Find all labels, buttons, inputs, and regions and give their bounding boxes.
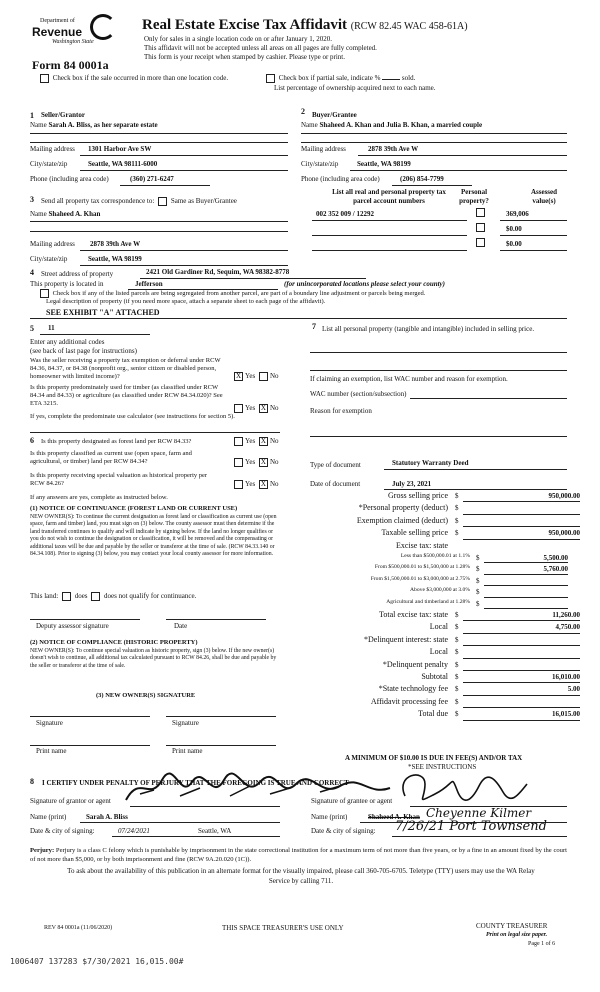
tax-row-dollar: $ [476, 565, 480, 574]
section5-number: 5 [30, 324, 34, 333]
personal-checkbox-2[interactable] [476, 223, 485, 232]
s6-question-4: If any answers are yes, complete as instructed below. [30, 494, 168, 501]
seller-heading: Seller/Grantor [41, 111, 85, 119]
tax-row-label: Total due [418, 709, 448, 719]
additional-codes[interactable]: 11 [48, 324, 55, 332]
reason-label: Reason for exemption [310, 407, 372, 415]
s5-q1-yes-checkbox[interactable]: X [235, 372, 242, 380]
seller-city[interactable]: Seattle, WA 98111-6000 [88, 160, 158, 168]
legal-exhibit[interactable]: SEE EXHIBIT "A" ATTACHED [46, 308, 160, 317]
tax-row-label: Local [429, 622, 448, 632]
buyer-name-row: Name Shaheed A. Khan and Julia B. Khan, a married couple [301, 121, 483, 129]
notice2-text: NEW OWNER(S): To continue special valuation as historic property, sign (3) below. If the new owner(s) doesn't wish to continue, all additional tax calculated pursuant to RCW 84.26, shall be due and payable by the seller or transferor at the time of sale. [30, 648, 277, 669]
perjury-statement: Perjury: Perjury is a class C felony which is punishable by imprisonment in the state correctional institution for a maximum term of not more than five years, or by a fine in an amount fixed by the court of not more than $5,000, or by both imprisonment and fine (RCW 9A.20.020 (1C)). [30, 847, 567, 863]
same-as-buyer-checkbox[interactable] [158, 197, 167, 206]
tax-row-dollar: $ [455, 635, 459, 644]
tax-row-underline [484, 574, 568, 575]
personal-checkbox-3[interactable] [476, 238, 485, 247]
street-label: Street address of property [41, 270, 114, 278]
buyer-heading: Buyer/Grantee [312, 111, 357, 119]
tax-row-dollar: $ [455, 660, 459, 669]
tax-row-label: *Delinquent interest: state [364, 634, 448, 644]
dor-logo-icon [90, 14, 116, 40]
notice1-title: (1) NOTICE OF CONTINUANCE (FOREST LAND OR CURRENT USE) [30, 505, 238, 512]
treasurer-use-label: THIS SPACE TREASURER'S USE ONLY [222, 924, 344, 932]
s5-question-2: Is this property predominately used for timber (as classified under RCW 84.34 and 84.33) or agriculture (as classified under RCW 84.34.020)? See ETA 3215. [30, 384, 223, 407]
does-checkbox[interactable] [62, 592, 71, 601]
personal-checkbox-1[interactable] [476, 208, 485, 217]
correspondence-section-number: 3 [30, 195, 34, 204]
tax-row-label: Less than $500,000.01 at 1.1% [400, 553, 470, 559]
tax-row-value[interactable]: 16,010.00 [552, 673, 580, 681]
personal-col-header: Personal property? [459, 188, 489, 205]
tax-row-underline [463, 633, 580, 634]
tax-row-dollar: $ [476, 588, 480, 597]
grantee-printed-name[interactable]: Shaheed A. Khan [368, 813, 420, 821]
tax-row-underline [463, 695, 580, 696]
partial-sale-checkbox-row: Check box if partial sale, indicate % sold. [264, 74, 415, 83]
tax-row-underline [463, 720, 580, 721]
buyer-section-number: 2 [301, 107, 305, 116]
section8-number: 8 [30, 777, 34, 786]
tax-row-value[interactable]: 5,760.00 [543, 565, 568, 574]
new-owner-signature-heading: (3) NEW OWNER(S) SIGNATURE [96, 692, 196, 699]
notice2-title: (2) NOTICE OF COMPLIANCE (HISTORIC PROPERTY) [30, 639, 198, 646]
grantee-date-label: Date & city of signing: [311, 827, 376, 835]
alt-format-note: To ask about the availability of this publication in an alternate format for the visually impaired, please call 360-705-6705. Teletype (TTY) users may use the WA Relay Service by calling 711. [67, 867, 535, 885]
grantor-signing-city[interactable]: Seattle, WA [198, 827, 232, 835]
buyer-city-label: City/state/zip [301, 160, 339, 168]
s5-question-3: If yes, complete the predominate use calculator (see instructions for section 5). [30, 413, 235, 420]
s6-question-3: Is this property receiving special valuation as historical property per RCW 84.26? [30, 472, 208, 487]
located-note: (for unincorporated locations please select your county) [284, 280, 445, 288]
s6-q2-yes-checkbox[interactable] [234, 458, 243, 467]
seller-mail[interactable]: 1301 Harbor Ave SW [88, 145, 152, 153]
form-number: Form 84 0001a [32, 58, 109, 72]
partial-sale-checkbox[interactable] [266, 74, 275, 83]
tax-row-underline [484, 597, 568, 598]
form-title: Real Estate Excise Tax Affidavit (RCW 82.45 WAC 458-61A) [142, 17, 468, 33]
buyer-mail-label: Mailing address [301, 145, 346, 153]
doc-date-label: Date of document [310, 480, 361, 488]
tax-row-dollar: $ [476, 599, 480, 608]
tax-row-underline [463, 707, 580, 708]
page-number: Page 1 of 6 [528, 941, 556, 947]
does-not-checkbox[interactable] [91, 592, 100, 601]
s6-question-1: Is this property designated as forest land per RCW 84.33? [41, 438, 192, 445]
grantor-date-label: Date & city of signing: [30, 827, 95, 835]
logo-state-text: Washington State [52, 39, 94, 45]
county-treasurer-label: COUNTY TREASURER [476, 922, 548, 930]
tax-row-dollar: $ [455, 673, 459, 681]
s5-q1-no-checkbox[interactable] [259, 372, 268, 381]
property-section-number: 4 [30, 268, 34, 277]
tax-row-dollar: $ [476, 554, 480, 562]
tax-row-label: Total excise tax: state [379, 610, 448, 619]
tax-row-label: Local [429, 647, 448, 657]
s6-q3-yes-checkbox[interactable] [234, 480, 243, 489]
tax-row-value[interactable]: 5.00 [567, 685, 580, 694]
doc-type[interactable]: Statutory Warranty Deed [392, 459, 469, 467]
correspondence-name[interactable]: Shaheed A. Khan [48, 210, 101, 218]
tax-row-dollar: $ [455, 623, 459, 632]
tax-row-dollar: $ [455, 648, 459, 657]
s6-question-2: Is this property classified as current use (open space, farm and agricultural, or timber) land per RCW 84.34? [30, 450, 192, 465]
tax-row-underline [463, 682, 580, 683]
s6-q2-answer: Yes X No [232, 458, 279, 467]
wac-intro: If claiming an exemption, list WAC number and reason for exemption. [310, 375, 508, 383]
grantee-signing-date-city[interactable]: 7/26/21 Port Townsend [395, 819, 547, 834]
tax-row-value[interactable]: 4,750.00 [555, 623, 580, 632]
tax-row-underline [463, 620, 580, 621]
correspondence-row: Send all property tax correspondence to: Same as Buyer/Grantee [41, 197, 237, 206]
logo-top-text: Department of [40, 18, 75, 24]
ownership-note: List percentage of ownership acquired next to each name. [274, 84, 436, 92]
s6-q1-no-checkbox[interactable]: X [260, 437, 266, 445]
partial-pct-field[interactable] [382, 79, 400, 80]
minimum-due-note: A MINIMUM OF $10.00 IS DUE IN FEE(S) AND/OR TAX [345, 754, 523, 762]
seller-mail-label: Mailing address [30, 145, 75, 153]
see-instructions-note: *SEE INSTRUCTIONS [408, 763, 477, 771]
tax-row-dollar: $ [455, 492, 459, 500]
s5-q1-answer: X Yes No [235, 372, 279, 381]
buyer-phone-label: Phone (including area code) [301, 175, 380, 183]
codes-note: (see back of last page for instructions) [30, 347, 137, 355]
s6-q3-no-checkbox[interactable]: X [260, 480, 266, 488]
seller-city-label: City/state/zip [30, 160, 68, 168]
s5-question-1: Was the seller receiving a property tax exemption or deferral under RCW 84.36, 84.37, or 84.38 (nonprofit org., senior citizen or disabled person, homeowner with limited income)? [30, 357, 221, 380]
correspondence-mail[interactable]: 2878 39th Ave W [90, 240, 141, 248]
seller-name[interactable]: Sarah A. Bliss, as her separate estate [48, 121, 158, 129]
logo-main-text: Revenue [32, 25, 83, 39]
tax-row-underline [463, 539, 580, 540]
seller-name-row: Name Sarah A. Bliss, as her separate estate [30, 121, 158, 129]
boundary-checkbox[interactable] [40, 289, 49, 298]
tax-row-label: Above $3,000,000 at 3.0% [410, 587, 470, 594]
correspondence-city[interactable]: Seattle, WA 98199 [88, 255, 142, 263]
assessor-date-label: Date [174, 622, 188, 630]
parcel-col-header: List all real and personal property tax parcel account numbers [332, 188, 446, 205]
tax-row-dollar: $ [455, 611, 459, 619]
assessed-value-3[interactable]: $0.00 [506, 240, 522, 248]
tax-row-underline [463, 526, 580, 527]
tax-row-label: Subtotal [421, 672, 448, 681]
header-line-2: This affidavit will not be accepted unless all areas on all pages are fully completed. [144, 44, 377, 52]
owner-print-name-label-1: Print name [36, 747, 67, 755]
buyer-mail[interactable]: 2878 39th Ave W [368, 145, 419, 153]
header-line-1: Only for sales in a single location code on or after January 1, 2020. [144, 35, 332, 43]
legal-desc-label: Legal description of property (if you need more space, attach a separate sheet to each page of the affidavit). [46, 298, 326, 305]
tax-row-dollar: $ [455, 697, 459, 706]
tax-row-label: *Personal property (deduct) [358, 503, 448, 513]
s6-q1-yes-checkbox[interactable] [234, 437, 243, 446]
grantee-handwritten-name: Cheyenne Kilmer [426, 806, 532, 820]
tax-row-underline [484, 585, 568, 586]
tax-row-label: Taxable selling price [381, 528, 448, 538]
tax-row-underline [463, 670, 580, 671]
multi-location-checkbox[interactable] [40, 74, 49, 83]
parcel-number-1[interactable]: 002 352 009 / 12292 [316, 210, 374, 218]
grantee-signature-scribble [395, 764, 535, 808]
property-county[interactable]: Jefferson [135, 280, 163, 288]
s5-q2-no-checkbox[interactable]: X [260, 404, 266, 412]
buyer-phone[interactable]: (206) 854-7799 [400, 175, 444, 183]
grantor-name-label: Name (print) [30, 813, 67, 821]
legal-paper-note: Print on legal size paper. [486, 932, 548, 938]
tax-row-dollar: $ [455, 710, 459, 719]
section7-text: List all personal property (tangible and intangible) included in selling price. [322, 325, 535, 333]
section6-number: 6 [30, 436, 34, 445]
boundary-checkbox-row: Check box if any of the listed parcels are being segregated from another parcel, are part of a boundary line adjustment or parcels being merged. [38, 289, 425, 298]
tax-row-value[interactable]: 11,260.00 [552, 611, 580, 619]
s5-q2-answer: Yes X No [232, 404, 279, 413]
tax-row-label: Affidavit processing fee [370, 696, 448, 706]
tax-row-label: Excise tax: state [396, 540, 448, 550]
assessed-value-2[interactable]: $0.00 [506, 225, 522, 233]
section7-number: 7 [312, 322, 316, 331]
seller-phone-label: Phone (including area code) [30, 175, 109, 183]
correspondence-city-label: City/state/zip [30, 255, 68, 263]
notice1-text: NEW OWNER(S): To continue the current designation as forest land or classification as current use (open space, farm and timber) land, you must sign on (3) below. The county assessor must then determine if the land transferred continues to qualify and will indicate by signing below. If the land no longer qualifies or you do not wish to continue the designation or classification, it will be removed and the compensating or additional taxes will be due and payable by the seller or transferor at the time of sale. (RCW 84.33.140 or 84.34.108). Prior to signing (3) below, you may contact your local county assessor for more information. [30, 514, 277, 558]
located-label: This property is located in [30, 280, 104, 288]
seller-section-number: 1 [30, 111, 34, 120]
header-line-3: This form is your receipt when stamped by cashier. Please type or print. [144, 53, 346, 61]
property-street[interactable]: 2421 Old Gardiner Rd, Sequim, WA 98382-8778 [146, 268, 290, 276]
buyer-name[interactable]: Shaheed A. Khan and Julia B. Khan, a married couple [319, 121, 483, 129]
doc-type-label: Type of document [310, 461, 361, 469]
tax-row-dollar: $ [455, 685, 459, 694]
grantee-signature-label: Signature of grantee or agent [311, 797, 393, 805]
s6-q1-answer: Yes X No [232, 437, 279, 446]
correspondence-mail-label: Mailing address [30, 240, 75, 248]
correspondence-name-row: Name Shaheed A. Khan [30, 210, 101, 218]
owner-print-name-label-2: Print name [172, 747, 203, 755]
tax-row-label: From $500,000.01 to $1,500,000 at 1.28% [374, 564, 470, 571]
tax-row-dollar: $ [455, 516, 459, 525]
tax-row-underline [484, 562, 568, 563]
tax-row-underline [463, 501, 580, 502]
form-revision: REV 84 0001a (11/06/2020) [44, 925, 113, 931]
tax-row-value[interactable]: 950,000.00 [548, 529, 580, 538]
tax-row-label: *Delinquent penalty [382, 659, 448, 669]
grantor-signing-date[interactable]: 07/24/2021 [118, 827, 150, 835]
cashier-stamp: 1006407 137283 $7/30/2021 16,015.00# [10, 957, 184, 966]
multi-location-checkbox-row: Check box if the sale occurred in more than one location code. [38, 74, 228, 83]
tax-row-value[interactable]: 16,015.00 [552, 710, 580, 719]
buyer-city[interactable]: Seattle, WA 98199 [357, 160, 411, 168]
certify-statement: I CERTIFY UNDER PENALTY OF PERJURY THAT THE FOREGOING IS TRUE AND CORRECT [42, 779, 349, 787]
tax-row-dollar: $ [476, 576, 480, 585]
assessor-signature-label: Deputy assessor signature [36, 622, 109, 630]
grantor-printed-name[interactable]: Sarah A. Bliss [86, 813, 128, 821]
tax-row-underline [484, 608, 568, 609]
tax-row-value[interactable]: 5,500.00 [543, 554, 568, 562]
this-land-row: This land: does does not qualify for continuance. [30, 592, 197, 601]
wac-label: WAC number (section/subsection) [310, 390, 407, 398]
assessed-col-header: Assessed value(s) [530, 188, 558, 205]
owner-signature-label-1: Signature [36, 719, 63, 727]
tax-row-label: *State technology fee [378, 684, 448, 694]
tax-row-underline [463, 645, 580, 646]
tax-row-underline [463, 514, 580, 515]
seller-phone[interactable]: (360) 271-6247 [130, 175, 174, 183]
grantor-signature-label: Signature of grantor or agent [30, 797, 111, 805]
assessed-value-1[interactable]: 369,006 [506, 210, 529, 218]
owner-signature-label-2: Signature [172, 719, 199, 727]
tax-row-label: Gross selling price [388, 491, 448, 500]
tax-row-underline [463, 658, 580, 659]
grantee-name-label: Name (print) [311, 813, 348, 821]
codes-label: Enter any additional codes [30, 338, 105, 346]
tax-row-value[interactable]: 950,000.00 [548, 492, 580, 500]
doc-date[interactable]: July 23, 2021 [392, 480, 432, 488]
s5-q2-yes-checkbox[interactable] [234, 404, 243, 413]
tax-row-label: Exemption claimed (deduct) [356, 515, 448, 525]
tax-row-dollar: $ [455, 504, 459, 513]
tax-row-dollar: $ [455, 529, 459, 538]
tax-row-label: Agricultural and timberland at 1.28% [386, 598, 470, 605]
s6-q3-answer: Yes X No [232, 480, 279, 489]
tax-row-label: From $1,500,000.01 to $3,000,000 at 2.75% [370, 575, 470, 582]
s6-q2-no-checkbox[interactable]: X [260, 458, 266, 466]
